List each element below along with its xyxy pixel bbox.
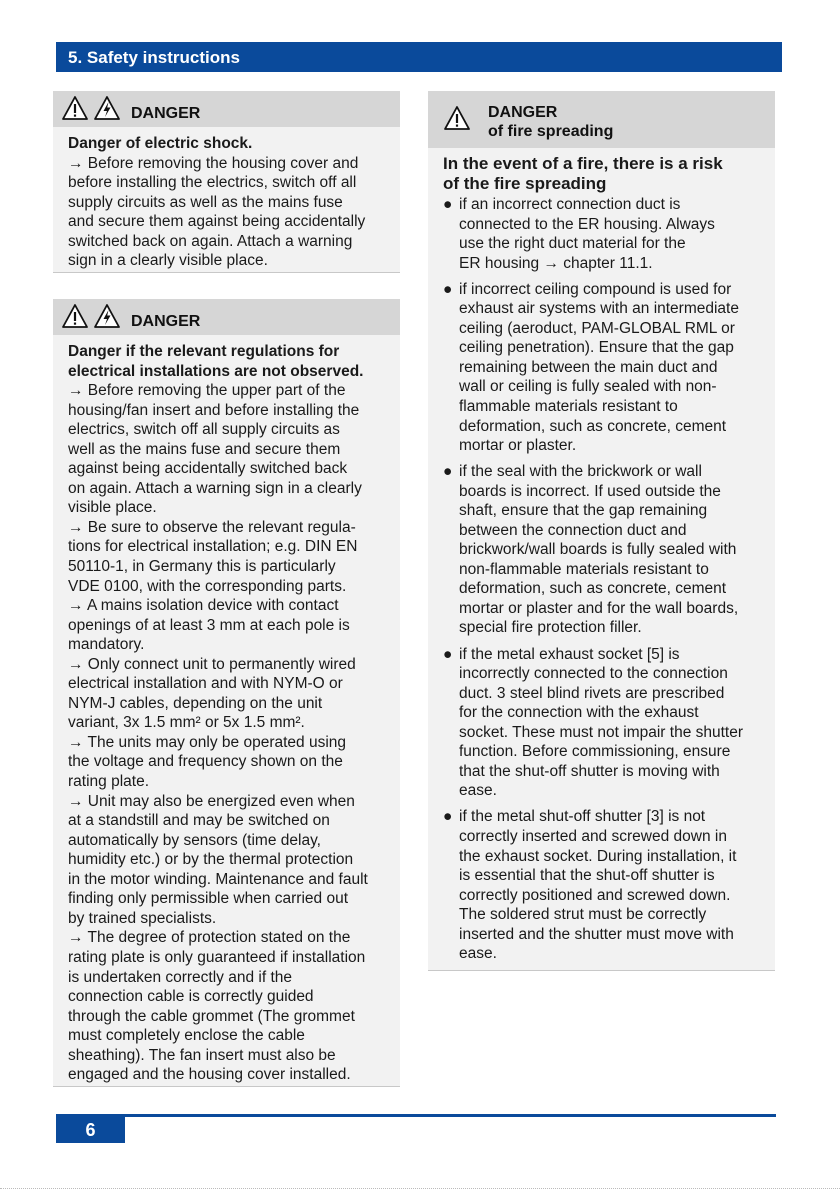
danger-text-line: in the motor winding. Maintenance and fault: [68, 870, 368, 888]
danger-text-line: → Before removing the upper part of the: [68, 382, 346, 400]
list-item-line: flammable materials resistant to: [459, 397, 678, 415]
bullet-dot: ●: [443, 645, 453, 663]
danger-box-regulations: [53, 299, 400, 1087]
danger-box-fire-spreading: [428, 91, 775, 971]
danger-text-line: visible place.: [68, 499, 157, 517]
list-item-line: incorrectly connected to the connection: [459, 665, 728, 683]
list-item: [443, 280, 743, 456]
list-item-line: if the metal exhaust socket [5] is: [459, 645, 680, 663]
danger-text-line: electrical installation and with NYM-O or: [68, 675, 343, 693]
danger-text-line: and secure them against being accidentally: [68, 213, 366, 231]
danger-text-line: → The degree of protection stated on the: [68, 929, 351, 947]
danger-text-line: finding only permissible when carried out: [68, 890, 349, 908]
danger-text-line: humidity etc.) or by the thermal protection: [68, 851, 354, 869]
danger-text-line: against being accidentally switched back: [68, 460, 348, 478]
danger-text-line: rating plate is only guaranteed if installation: [68, 948, 366, 966]
danger-text-line: tions for electrical installation; e.g. DIN EN: [68, 538, 358, 556]
danger-text-line: must completely enclose the cable: [68, 1027, 305, 1045]
bullet-dot: ●: [443, 280, 453, 298]
list-item-line: if the seal with the brickwork or wall: [459, 463, 702, 481]
danger-text-line: → Unit may also be energized even when: [68, 792, 355, 810]
danger-label: DANGER: [131, 313, 201, 330]
section-header: 5. Safety instructions: [56, 42, 782, 72]
danger-text-line: NYM-J cables, depending on the unit: [68, 694, 323, 712]
danger-text-line: sheathing). The fan insert must also be: [68, 1046, 336, 1064]
danger-sublabel: of fire spreading: [488, 123, 614, 140]
danger-text-line: → Be sure to observe the relevant regula-: [68, 518, 356, 536]
danger-box-electric-shock: [53, 91, 400, 273]
danger-text-line: mandatory.: [68, 636, 145, 654]
danger-text-line: on again. Attach a warning sign in a clearly: [68, 479, 362, 497]
list-item-line: is essential that the shut-off shutter is: [459, 867, 715, 885]
warning-triangle-icon: [61, 95, 89, 121]
danger-text-line: the voltage and frequency shown on the: [68, 753, 343, 771]
danger-label: DANGER: [488, 104, 558, 121]
bullet-dot: ●: [443, 808, 453, 826]
list-item-line: brickwork/wall boards is fully sealed with: [459, 541, 737, 559]
bullet-dot: ●: [443, 196, 453, 213]
page-number: 6: [56, 1117, 125, 1143]
list-item-line: wall or ceiling is fully sealed with non-: [459, 378, 717, 396]
electric-hazard-icon: [93, 95, 121, 121]
fire-risk-heading-2: of the fire spreading: [443, 174, 607, 193]
list-item-line: deformation, such as concrete, cement: [459, 417, 727, 435]
danger-text-line: switched back on again. Attach a warning: [68, 232, 353, 250]
list-item-line: connected to the ER housing. Always: [459, 215, 715, 233]
bullet-dot: ●: [443, 463, 453, 481]
list-item: [443, 807, 743, 963]
list-item-line: mortar or plaster and for the wall boards,: [459, 599, 739, 617]
danger-box-body: [443, 154, 743, 970]
danger-text-line: housing/fan insert and before installing the: [68, 401, 360, 419]
danger-text-line: supply circuits as well as the mains fuse: [68, 193, 343, 211]
list-item-line: The soldered strut must be correctly: [459, 906, 707, 924]
list-item: [443, 645, 743, 801]
list-item-line: function. Before commissioning, ensure: [459, 743, 731, 761]
danger-box-header: [53, 91, 400, 127]
danger-text-line: 50110-1, in Germany this is particularly: [68, 558, 336, 576]
danger-text-line: connection cable is correctly guided: [68, 988, 314, 1006]
list-item-line: if an incorrect connection duct is: [459, 196, 681, 213]
warning-triangle-icon: [443, 105, 471, 131]
list-item-line: ER housing → chapter 11.1.: [459, 254, 653, 272]
list-item-line: ease.: [459, 782, 497, 800]
footer-rule: [56, 1114, 776, 1117]
danger-box-header: [53, 299, 400, 335]
danger-text-line: → Before removing the housing cover and: [68, 154, 359, 172]
list-item-line: if incorrect ceiling compound is used for: [459, 280, 732, 298]
danger-title-line: electrical installations are not observed.: [68, 362, 364, 380]
list-item-line: ease.: [459, 945, 497, 963]
danger-text-line: openings of at least 3 mm at each pole is: [68, 616, 350, 634]
warning-triangle-icon: [61, 303, 89, 329]
danger-box-header: [428, 91, 775, 148]
list-item-line: correctly positioned and screwed down.: [459, 886, 731, 904]
list-item-line: exhaust air systems with an intermediate: [459, 300, 739, 318]
danger-text-line: electrics, switch off all supply circuits as: [68, 421, 340, 439]
danger-text-line: is undertaken correctly and if the: [68, 968, 293, 986]
list-item-line: between the connection duct and: [459, 521, 687, 539]
list-item-line: ceiling penetration). Ensure that the gap: [459, 339, 734, 357]
list-item-line: for the connection with the exhaust: [459, 704, 699, 722]
danger-text-line: engaged and the housing cover installed.: [68, 1066, 351, 1084]
danger-text-line: → The units may only be operated using: [68, 733, 347, 751]
list-item-line: shaft, ensure that the gap remaining: [459, 502, 708, 520]
list-item-line: deformation, such as concrete, cement: [459, 580, 727, 598]
danger-text-line: sign in a clearly visible place.: [68, 252, 268, 270]
list-item: [443, 462, 743, 638]
fire-risk-list: [443, 195, 743, 964]
list-item-line: non-flammable materials resistant to: [459, 560, 709, 578]
list-item-line: special fire protection filler.: [459, 619, 642, 637]
list-item-line: that the shut-off shutter is moving with: [459, 762, 720, 780]
list-item-line: if the metal shut-off shutter [3] is not: [459, 808, 706, 826]
danger-text-line: automatically by sensors (time delay,: [68, 831, 321, 849]
list-item-line: the exhaust socket. During installation, it: [459, 847, 737, 865]
list-item-line: remaining between the main duct and: [459, 358, 718, 376]
danger-box-body: [68, 342, 368, 1085]
danger-box-body: [68, 134, 365, 271]
electric-hazard-icon: [93, 303, 121, 329]
fire-risk-heading: In the event of a fire, there is a risk: [443, 154, 723, 173]
list-item-line: mortar or plaster.: [459, 437, 577, 455]
list-item: [443, 195, 743, 273]
danger-text-line: rating plate.: [68, 773, 149, 791]
danger-text-line: → A mains isolation device with contact: [68, 597, 339, 615]
list-item-line: use the right duct material for the: [459, 235, 686, 253]
danger-text-line: variant, 3x 1.5 mm² or 5x 1.5 mm².: [68, 714, 305, 732]
list-item-line: correctly inserted and screwed down in: [459, 827, 727, 845]
danger-text-line: well as the mains fuse and secure them: [68, 440, 341, 458]
danger-text-line: by trained specialists.: [68, 909, 217, 927]
danger-text-line: → Only connect unit to permanently wired: [68, 655, 356, 673]
danger-label: DANGER: [131, 105, 201, 122]
danger-title-line: Danger if the relevant regulations for: [68, 343, 340, 360]
danger-text-line: at a standstill and may be switched on: [68, 812, 330, 830]
list-item-line: socket. These must not impair the shutter: [459, 723, 744, 741]
list-item-line: boards is incorrect. If used outside the: [459, 482, 721, 500]
list-item-line: ceiling (aeroduct, PAM-GLOBAL RML or: [459, 319, 735, 337]
list-item-line: inserted and the shutter must move with: [459, 925, 734, 943]
page-edge-dotted: [0, 1188, 840, 1189]
list-item-line: duct. 3 steel blind rivets are prescribed: [459, 684, 725, 702]
danger-text-line: before installing the electrics, switch off all: [68, 174, 357, 192]
danger-text-line: through the cable grommet (The grommet: [68, 1007, 355, 1025]
danger-title-line: Danger of electric shock.: [68, 135, 253, 152]
danger-text-line: VDE 0100, with the corresponding parts.: [68, 577, 347, 595]
